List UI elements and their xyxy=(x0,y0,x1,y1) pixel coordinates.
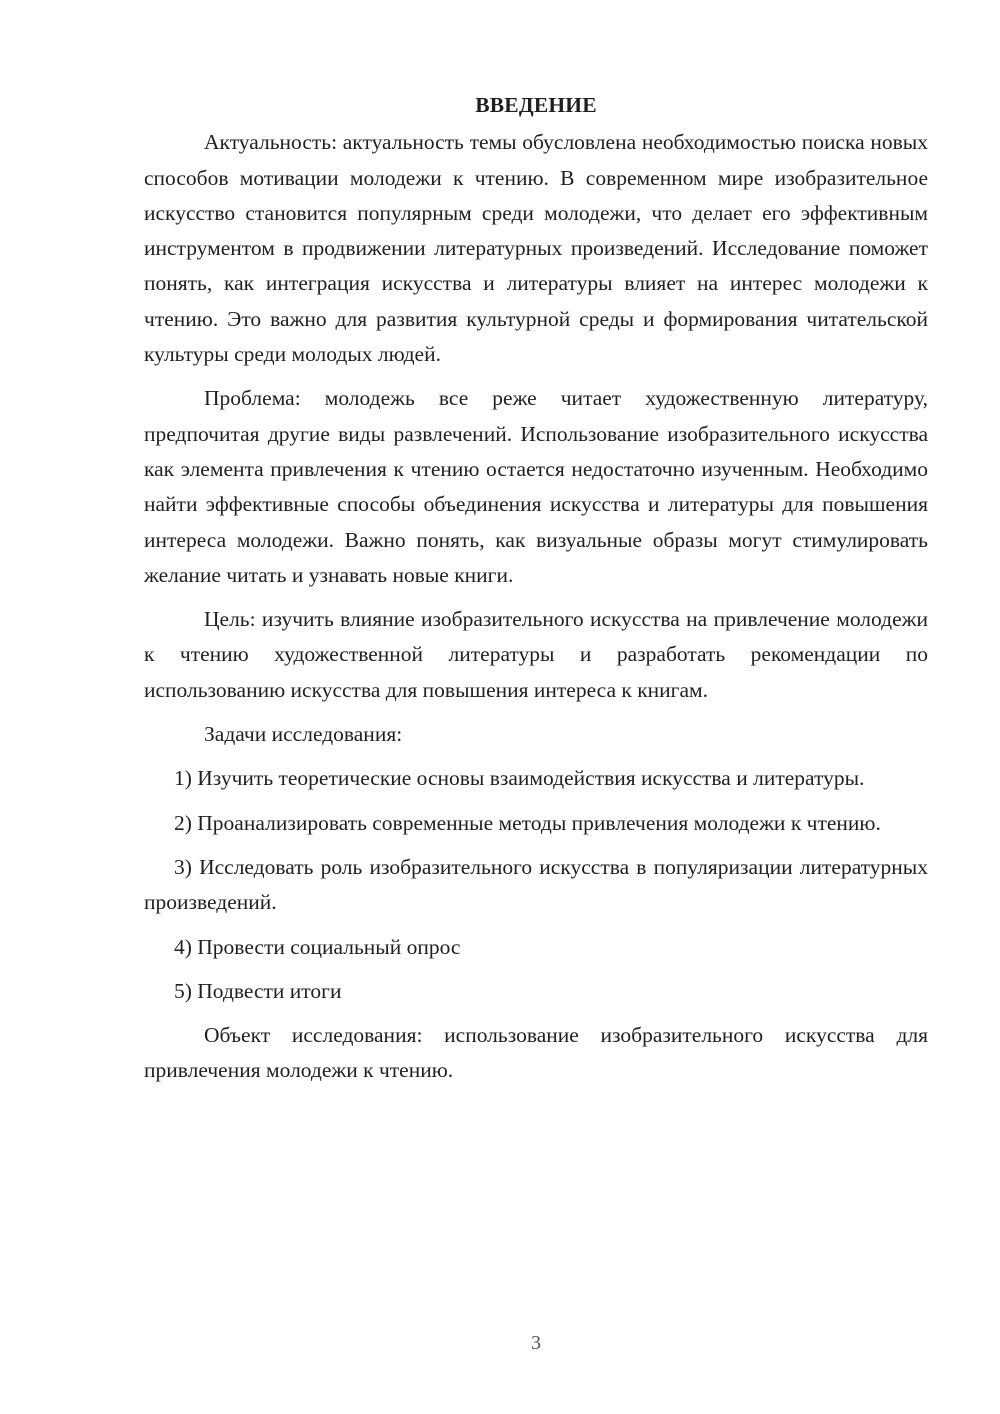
paragraph-tasks-intro: Задачи исследования: xyxy=(204,722,403,747)
section-heading: ВВЕДЕНИЕ xyxy=(475,93,597,117)
paragraph-goal: Цель: изучить влияние изобразительного искусства на привлечение молодежи к чтению художественной литературы и разработать рекомендации по использованию искусства для повышения интереса к книгам. xyxy=(144,607,928,702)
task-item-5: 5) Подвести итоги xyxy=(174,978,342,1003)
page-content xyxy=(144,88,928,1098)
paragraph-relevance: Актуальность: актуальность темы обусловлена необходимостью поиска новых способов мотивации молодежи к чтению. В современном мире изобразительное искусство становится популярным среди молодежи, что делает его эффективным инструментом в продвижении литературных произведений. Исследование поможет понять, как интеграция искусства и литературы влияет на интерес молодежи к чтению. Это важно для развития культурной среды и формирования читательской культуры среди молодых людей. xyxy=(144,130,928,367)
page-number: 3 xyxy=(531,1332,541,1354)
task-item-2: 2) Проанализировать современные методы привлечения молодежи к чтению. xyxy=(174,810,881,835)
paragraph-object: Объект исследования: использование изобразительного искусства для привлечения молодежи к чтению. xyxy=(144,1023,928,1083)
task-item-4: 4) Провести социальный опрос xyxy=(174,934,461,959)
task-item-3: 3) Исследовать роль изобразительного искусства в популяризации литературных произведений. xyxy=(144,854,928,915)
task-item-1: 1) Изучить теоретические основы взаимодействия искусства и литературы. xyxy=(174,766,865,791)
paragraph-problem: Проблема: молодежь все реже читает художественную литературу, предпочитая другие виды развлечений. Использование изобразительного искусства как элемента привлечения к чтению остается недостаточно изученным. Необходимо найти эффективные способы объединения искусства и литературы для повышения интереса молодежи. Важно понять, как визуальные образы могут стимулировать желание читать и узнавать новые книги. xyxy=(144,386,928,587)
